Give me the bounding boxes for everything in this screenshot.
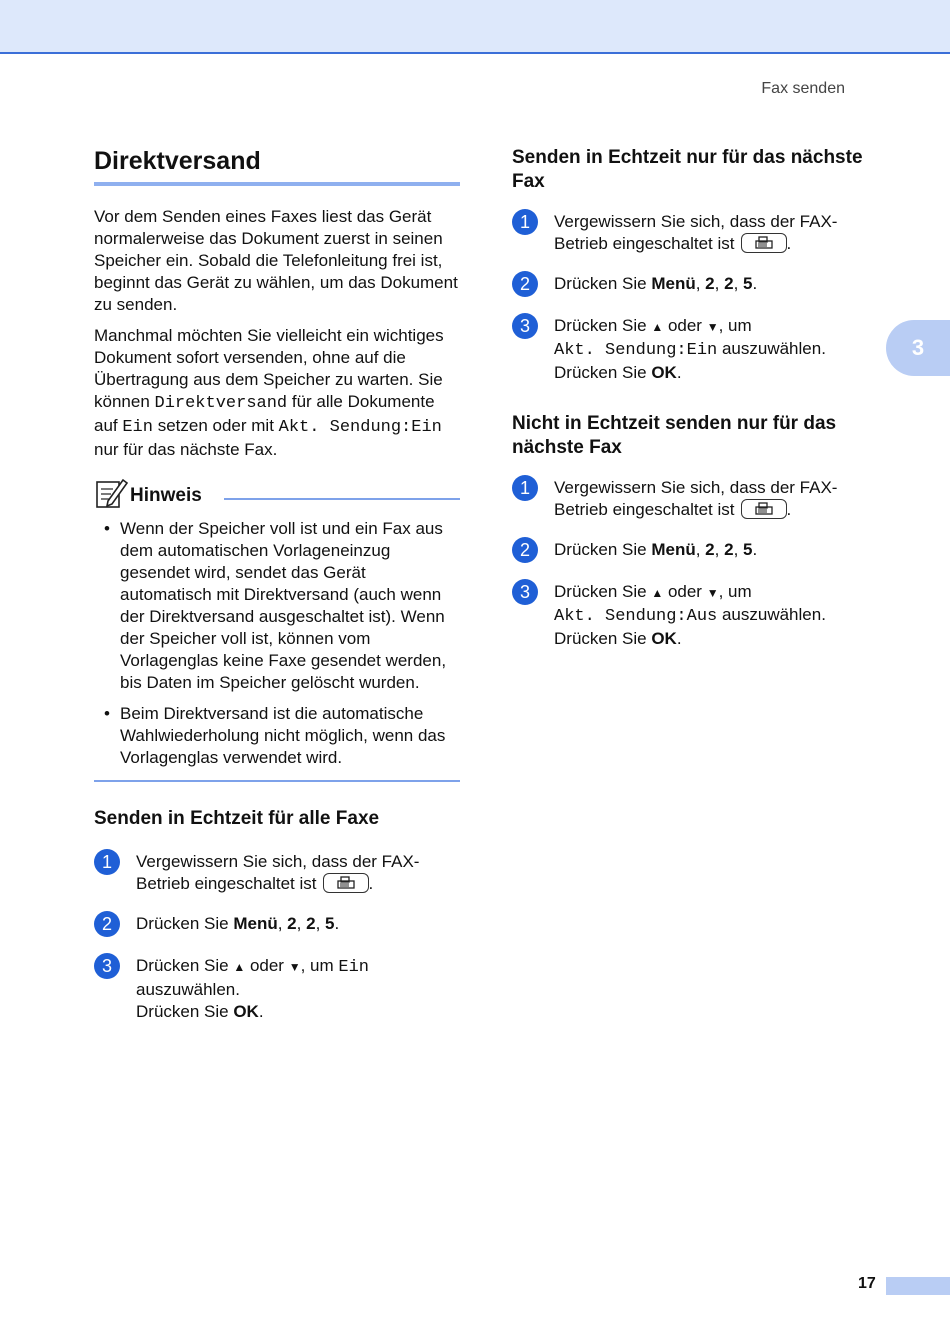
step-number: 3 (512, 313, 538, 339)
step-3: 3 Drücken Sie ▲ oder ▼, um Ein auszuwählen. Drücken Sie OK. (94, 955, 460, 1023)
right-column (512, 146, 882, 650)
step-number: 1 (512, 209, 538, 235)
step-number: 3 (512, 579, 538, 605)
running-header: Fax senden (761, 80, 845, 97)
section-title-realtime-all: Senden in Echtzeit für alle Faxe (94, 808, 380, 829)
section-title-not-realtime: Nicht in Echtzeit senden nur für das nächste Fax (512, 413, 837, 458)
fax-key-icon (741, 233, 787, 253)
section-title-realtime-next: Senden in Echtzeit nur für das nächste Fax (512, 147, 863, 192)
step-2: 2 Drücken Sie Menü, 2, 2, 5. (94, 913, 460, 937)
code-akt-sendung-ein: Akt. Sendung:Ein (278, 418, 442, 437)
arrow-down-icon: ▼ (706, 586, 719, 600)
arrow-up-icon: ▲ (651, 320, 664, 334)
step-1: 1 Vergewissern Sie sich, dass der FAX-Betrieb eingeschaltet ist . (512, 211, 882, 255)
chapter-tab: 3 (886, 320, 950, 376)
step-3: 3 Drücken Sie ▲ oder ▼, um Akt. Sendung:Ein auszuwählen. Drücken Sie OK. (512, 315, 882, 384)
step-number: 2 (94, 911, 120, 937)
step-1: 1 Vergewissern Sie sich, dass der FAX-Betrieb eingeschaltet ist . (512, 477, 882, 521)
arrow-down-icon: ▼ (706, 320, 719, 334)
left-column (94, 144, 460, 1023)
note-item: • Beim Direktversand ist die automatische Wahlwiederholung nicht möglich, wenn das Vorlagenglas verwendet wird. (104, 704, 446, 767)
note-header (94, 477, 460, 514)
note-title: Hinweis (130, 484, 202, 506)
step-number: 1 (512, 475, 538, 501)
page-number: 17 (858, 1275, 876, 1292)
arrow-up-icon: ▲ (651, 586, 664, 600)
footer-tab (886, 1277, 950, 1295)
note-bullet: • (104, 704, 110, 723)
section-title-direktversand: Direktversand (94, 144, 460, 186)
fax-key-icon (741, 499, 787, 519)
note-pencil-icon (94, 477, 128, 514)
code-direktversand: Direktversand (154, 394, 288, 413)
note-bottom-rule (94, 780, 460, 782)
step-number: 2 (512, 271, 538, 297)
note-top-rule (224, 498, 460, 500)
note-item: • Wenn der Speicher voll ist und ein Fax aus dem automatischen Vorlageneinzug gesendet wird, sendet das Gerät automatisch mit Direktversand (auch wenn der Direktversand ausgeschaltet ist). Wenn der Speicher voll ist, können vom Vorlagenglas keine Faxe gesendet werden, bis Daten im Speicher gelöscht wurden. (104, 519, 447, 692)
step-1: 1 Vergewissern Sie sich, dass der FAX-Betrieb eingeschaltet ist . (94, 851, 460, 895)
header-band (0, 0, 950, 54)
step-3: 3 Drücken Sie ▲ oder ▼, um Akt. Sendung:Aus auszuwählen. Drücken Sie OK. (512, 581, 882, 650)
step-number: 2 (512, 537, 538, 563)
fax-key-icon (323, 873, 369, 893)
note-box (94, 477, 460, 782)
note-bullet: • (104, 519, 110, 538)
arrow-up-icon: ▲ (233, 960, 246, 974)
intro-paragraph: Vor dem Senden eines Faxes liest das Gerät normalerweise das Dokument zuerst in seinen Speicher ein. Sobald die Telefonleitung frei ist, beginnt das Gerät zu wählen, um das Dokument zu senden. (94, 207, 458, 314)
code-ein: Ein (122, 418, 153, 437)
step-2: 2 Drücken Sie Menü, 2, 2, 5. (512, 273, 882, 297)
step-2: 2 Drücken Sie Menü, 2, 2, 5. (512, 539, 882, 563)
step-number: 3 (94, 953, 120, 979)
step-number: 1 (94, 849, 120, 875)
arrow-down-icon: ▼ (288, 960, 301, 974)
direct-send-paragraph: Manchmal möchten Sie vielleicht ein wichtiges Dokument sofort versenden, ohne auf die Übertragung aus dem Speicher zu warten. Sie können Direktversand für alle Dokumente auf Ein setzen oder mit Akt. Sendung:Ein nur für das nächste Fax. (94, 326, 444, 459)
